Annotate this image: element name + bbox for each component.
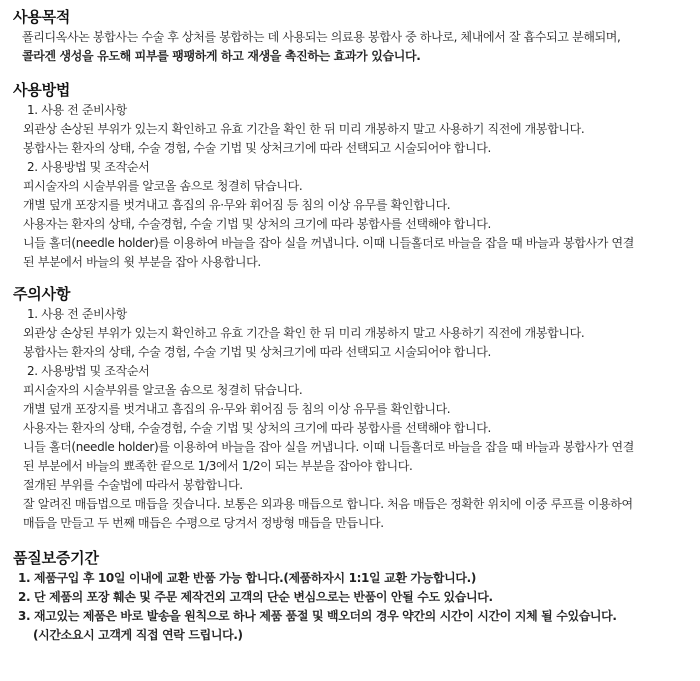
usage-line: 외관상 손상된 부위가 있는지 확인하고 유효 기간을 확인 한 뒤 미리 개봉하지 말고 사용하기 직전에 개봉합니다. — [23, 122, 585, 136]
warranty-item: 2. 단 제품의 포장 훼손 및 주문 제작건외 고객의 단순 변심으로는 반품이 안될 수도 있습니다. — [18, 590, 493, 604]
caution-line: 니들 홀더(needle holder)를 이용하여 바늘을 잡아 실을 꺼냅니다. 이때 니들홀더로 바늘을 잡을 때 바늘과 봉합사가 연결 — [23, 440, 634, 454]
caution-line: 잘 알려진 매듭법으로 매듭을 짓습니다. 보통은 외과용 매듭으로 합니다. 처음 매듭은 정확한 위치에 이중 루프를 이용하여 — [23, 497, 633, 511]
caution-line: 사용자는 환자의 상태, 수술경험, 수술 기법 및 상처의 크기에 따라 봉합사를 선택해야 합니다. — [23, 421, 491, 435]
caution-line: 절개된 부위를 수술법에 따라서 봉합합니다. — [23, 478, 243, 492]
usage-title: 사용방법 — [13, 81, 71, 99]
warranty-item: 1. 제품구입 후 10일 이내에 교환 반품 가능 합니다.(제품하자시 1:1일 교환 가능합니다.) — [18, 571, 476, 585]
usage-line: 된 부분에서 바늘의 윗 부분을 잡아 사용합니다. — [23, 255, 261, 269]
usage-line: 니들 홀더(needle holder)를 이용하여 바늘을 잡아 실을 꺼냅니다. 이때 니들홀더로 바늘을 잡을 때 바늘과 봉합사가 연결 — [23, 236, 634, 250]
caution-line: 매듭을 만들고 두 번째 매듭은 수평으로 당겨서 정방형 매듭을 만듭니다. — [23, 516, 384, 530]
purpose-line: 콜라겐 생성을 유도해 피부를 팽팽하게 하고 재생을 촉진하는 효과가 있습니다. — [22, 49, 421, 63]
warranty-item: (시간소요시 고객게 직접 연락 드립니다.) — [33, 628, 243, 642]
usage-line: 사용자는 환자의 상태, 수술경험, 수술 기법 및 상처의 크기에 따라 봉합사를 선택해야 합니다. — [23, 217, 491, 231]
caution-subheading: 2. 사용방법 및 조작순서 — [27, 364, 150, 378]
caution-body — [13, 305, 690, 533]
usage-subheading: 1. 사용 전 준비사항 — [27, 103, 127, 117]
caution-title: 주의사항 — [13, 285, 71, 303]
usage-subheading: 2. 사용방법 및 조작순서 — [27, 160, 150, 174]
purpose-title: 사용목적 — [13, 8, 71, 26]
purpose-body — [13, 28, 690, 66]
caution-line: 봉합사는 환자의 상태, 수술 경험, 수술 기법 및 상처크기에 따라 선택되고 시술되어야 합니다. — [23, 345, 491, 359]
caution-subheading: 1. 사용 전 준비사항 — [27, 307, 127, 321]
warranty-title: 품질보증기간 — [13, 549, 99, 567]
caution-line: 개별 덮개 포장지를 벗겨내고 흠집의 유·무와 휘어짐 등 침의 이상 유무를 확인합니다. — [23, 402, 451, 416]
purpose-line: 폴리디옥사논 봉합사는 수술 후 상처를 봉합하는 데 사용되는 의료용 봉합사 중 하나로, 체내에서 잘 흡수되고 분해되며, — [22, 30, 621, 44]
warranty-list — [13, 569, 690, 645]
warranty-item: 3. 재고있는 제품은 바로 발송을 원칙으로 하나 제품 품절 및 백오더의 경우 약간의 시간이 시간이 지체 될 수있습니다. — [18, 609, 617, 623]
usage-line: 피시술자의 시술부위를 알코올 솜으로 청결히 닦습니다. — [23, 179, 303, 193]
caution-line: 외관상 손상된 부위가 있는지 확인하고 유효 기간을 확인 한 뒤 미리 개봉하지 말고 사용하기 직전에 개봉합니다. — [23, 326, 585, 340]
caution-line: 피시술자의 시술부위를 알코올 솜으로 청결히 닦습니다. — [23, 383, 303, 397]
usage-line: 개별 덮개 포장지를 벗겨내고 흠집의 유·무와 휘어짐 등 침의 이상 유무를 확인합니다. — [23, 198, 451, 212]
caution-line: 된 부분에서 바늘의 뾰족한 끝으로 1/3에서 1/2이 되는 부분을 잡아야 합니다. — [23, 459, 413, 473]
usage-line: 봉합사는 환자의 상태, 수술 경험, 수술 기법 및 상처크기에 따라 선택되고 시술되어야 합니다. — [23, 141, 491, 155]
usage-body — [13, 101, 690, 272]
